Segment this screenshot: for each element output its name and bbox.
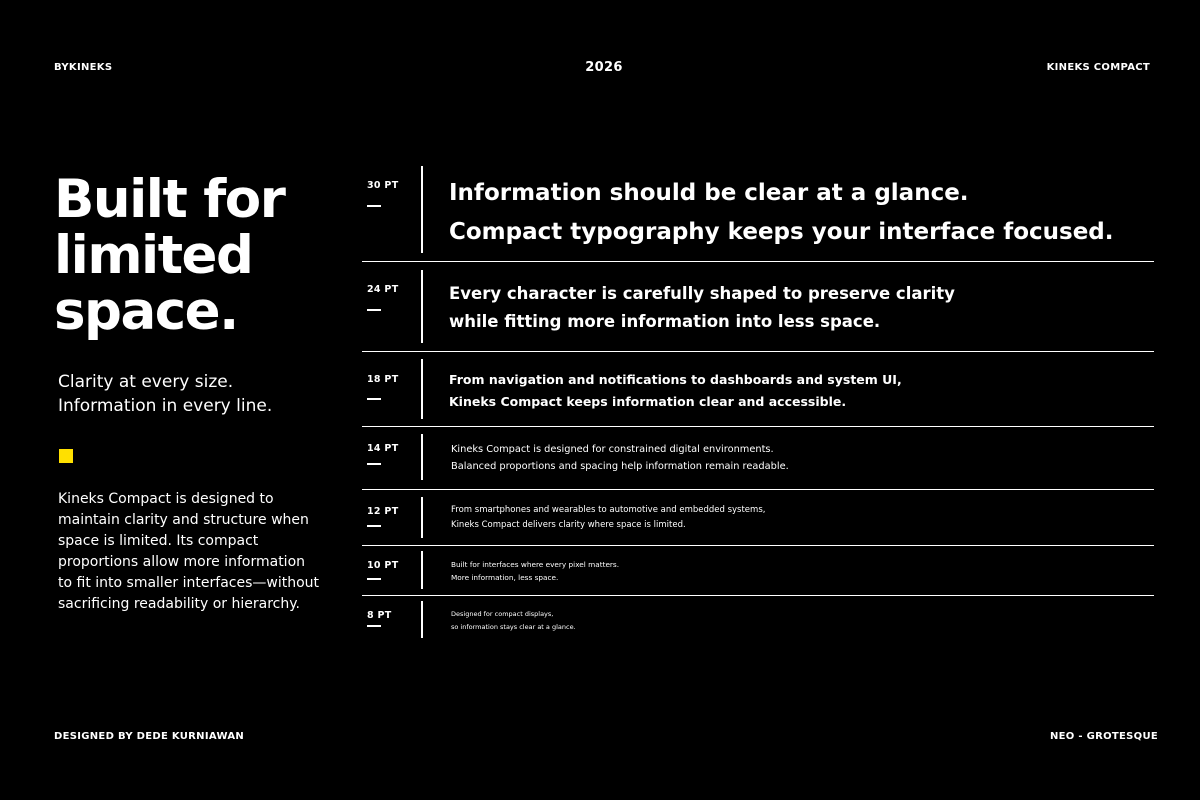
specimen-row-24pt xyxy=(362,262,1154,352)
specimen-line: From smartphones and wearables to automotive and embedded systems, xyxy=(451,505,766,515)
specimen-line: Balanced proportions and spacing help information remain readable. xyxy=(451,461,789,472)
specimen-line: Kineks Compact is designed for constrained digital environments. xyxy=(451,444,774,455)
style-label: NEO - GROTESQUE xyxy=(1049,731,1158,742)
specimen-line: Compact typography keeps your interface focused. xyxy=(449,219,1114,245)
size-label: 12 PT xyxy=(367,506,399,517)
divider-line xyxy=(421,601,423,638)
body-line: Kineks Compact is designed to xyxy=(58,491,274,507)
specimen-text xyxy=(451,608,576,634)
specimen-row-12pt xyxy=(362,490,1154,546)
divider-line xyxy=(421,166,423,253)
body-line: maintain clarity and structure when xyxy=(58,512,309,528)
designer-credit: DESIGNED BY DEDE KURNIAWAN xyxy=(54,731,245,742)
size-label: 18 PT xyxy=(367,374,399,385)
specimen-row-8pt xyxy=(362,596,1154,641)
size-label: 10 PT xyxy=(367,560,399,571)
divider-line xyxy=(421,551,423,589)
headline xyxy=(54,169,354,342)
specimen-text xyxy=(451,503,765,533)
specimen-text xyxy=(449,280,955,336)
headline-line: Built for xyxy=(54,169,285,230)
specimen-line: More information, less space. xyxy=(451,573,559,582)
body-line: sacrificing readability or hierarchy. xyxy=(58,596,300,612)
specimen-text xyxy=(449,174,1114,252)
label-dash xyxy=(367,463,381,465)
size-label: 24 PT xyxy=(367,284,399,295)
specimen-line: Built for interfaces where every pixel matters. xyxy=(451,560,620,569)
specimen-line: Every character is carefully shaped to preserve clarity xyxy=(449,284,955,303)
brand-label: BYKINEKS xyxy=(54,62,113,73)
specimen-line: Kineks Compact keeps information clear and accessible. xyxy=(449,394,847,409)
divider-line xyxy=(421,497,423,538)
label-dash xyxy=(367,205,381,207)
specimen-text xyxy=(449,369,902,413)
year-label: 2026 xyxy=(585,60,623,75)
label-dash xyxy=(367,578,381,580)
specimen-row-10pt xyxy=(362,546,1154,596)
body-line: space is limited. Its compact xyxy=(58,533,259,549)
body-paragraph xyxy=(58,489,348,615)
label-dash xyxy=(367,398,381,400)
subheadline-line: Clarity at every size. xyxy=(58,372,234,392)
type-specimen-list xyxy=(362,164,1154,641)
size-label: 14 PT xyxy=(367,443,399,454)
size-label: 30 PT xyxy=(367,180,399,191)
subheadline xyxy=(58,370,348,418)
font-name-label: KINEKS COMPACT xyxy=(1046,62,1150,73)
specimen-line: Kineks Compact delivers clarity where space is limited. xyxy=(451,520,686,530)
specimen-text xyxy=(451,558,619,584)
specimen-line: From navigation and notifications to dashboards and system UI, xyxy=(449,372,902,387)
body-line: proportions allow more information xyxy=(58,554,306,570)
divider-line xyxy=(421,359,423,419)
specimen-line: Designed for compact displays, xyxy=(451,610,554,618)
divider-line xyxy=(421,434,423,480)
label-dash xyxy=(367,525,381,527)
specimen-row-30pt xyxy=(362,164,1154,262)
specimen-row-18pt xyxy=(362,352,1154,427)
specimen-row-14pt xyxy=(362,427,1154,490)
body-line: to fit into smaller interfaces—without xyxy=(58,575,320,591)
subheadline-line: Information in every line. xyxy=(58,396,273,416)
specimen-line: so information stays clear at a glance. xyxy=(451,623,576,631)
divider-line xyxy=(421,270,423,343)
specimen-line: Information should be clear at a glance. xyxy=(449,180,969,206)
label-dash xyxy=(367,625,381,627)
specimen-line: while fitting more information into less space. xyxy=(449,312,881,331)
label-dash xyxy=(367,309,381,311)
specimen-text xyxy=(451,441,789,475)
headline-line: limited xyxy=(54,225,253,286)
headline-line: space. xyxy=(54,281,238,342)
size-label: 8 PT xyxy=(367,610,392,621)
accent-square xyxy=(59,449,73,463)
